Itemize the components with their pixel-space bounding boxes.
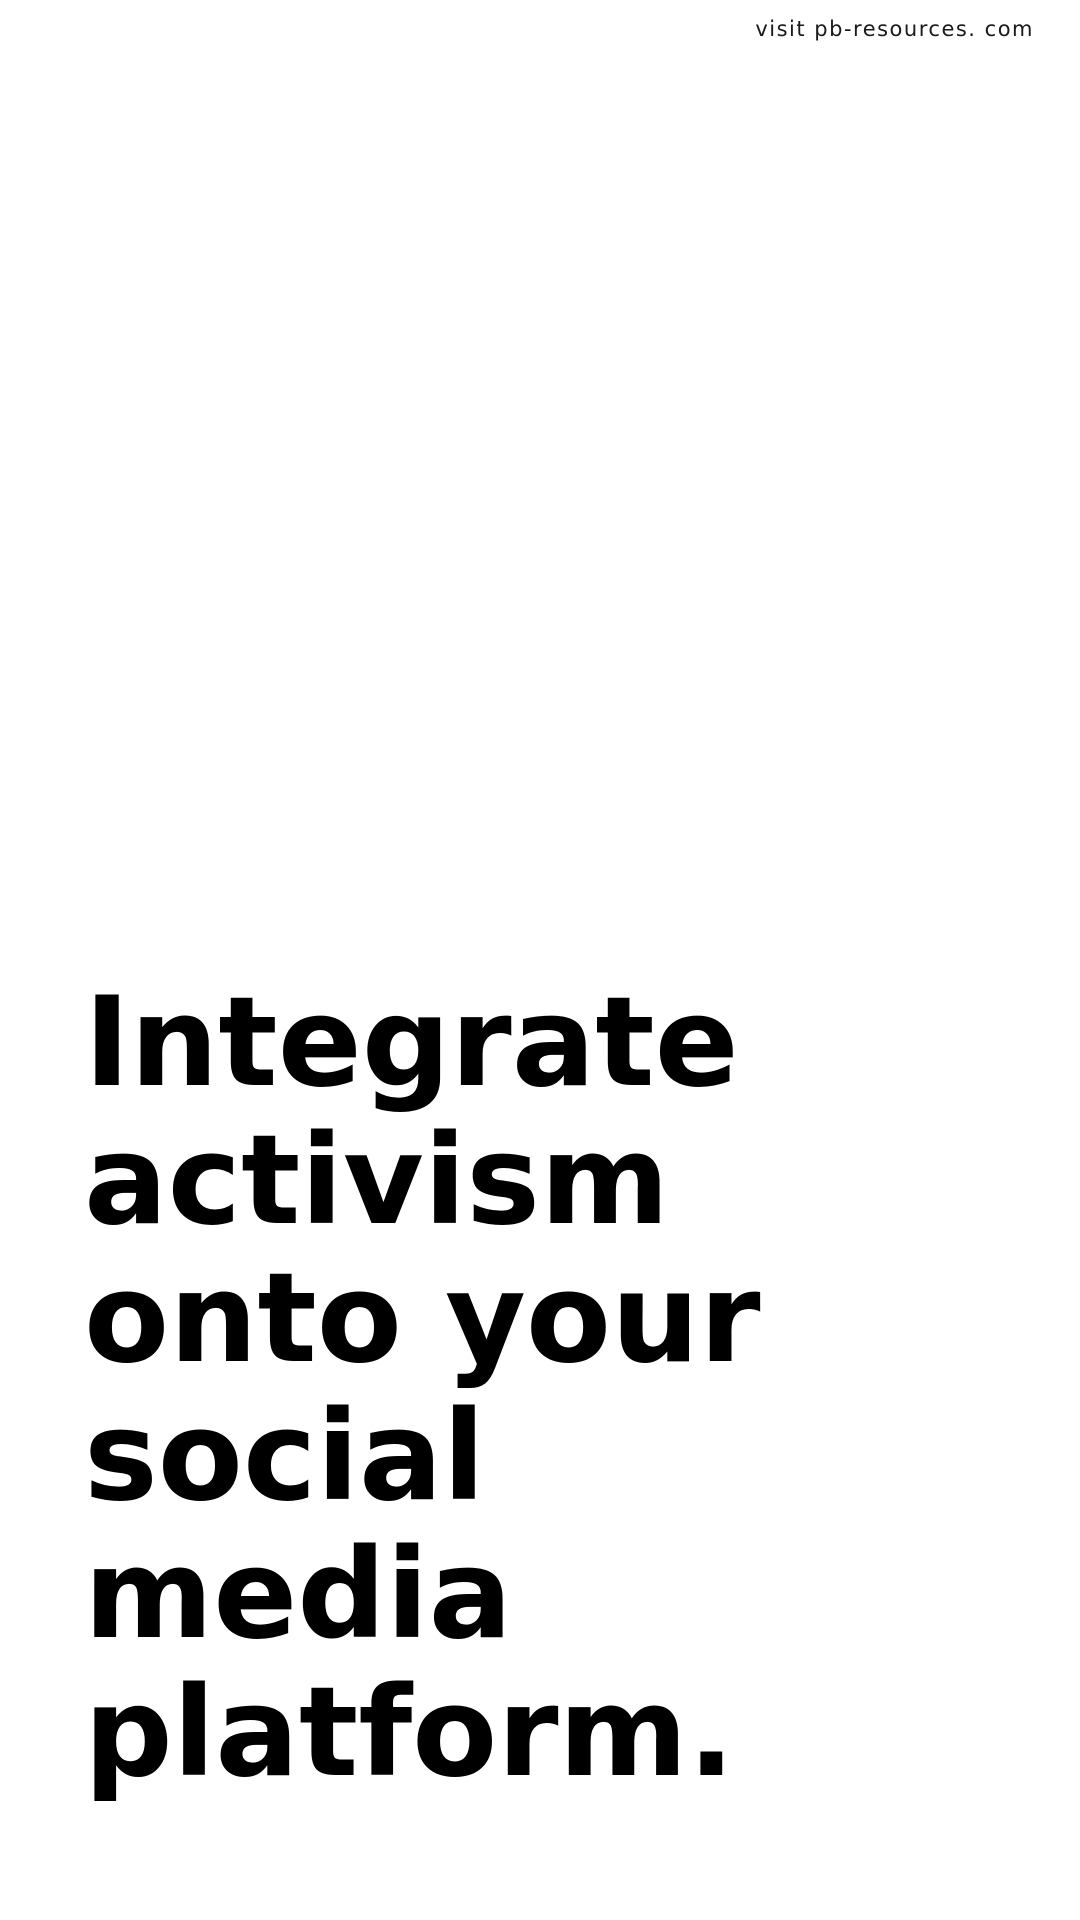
headline-line-3: onto your <box>84 1247 761 1391</box>
headline <box>84 971 761 1805</box>
website-link[interactable]: visit pb-resources. com <box>755 17 1034 41</box>
headline-line-5: media <box>84 1523 513 1667</box>
headline-line-4: social <box>84 1385 486 1529</box>
headline-line-6: platform. <box>84 1661 735 1805</box>
headline-line-1: Integrate <box>84 971 739 1115</box>
headline-line-2: activism <box>84 1109 670 1253</box>
